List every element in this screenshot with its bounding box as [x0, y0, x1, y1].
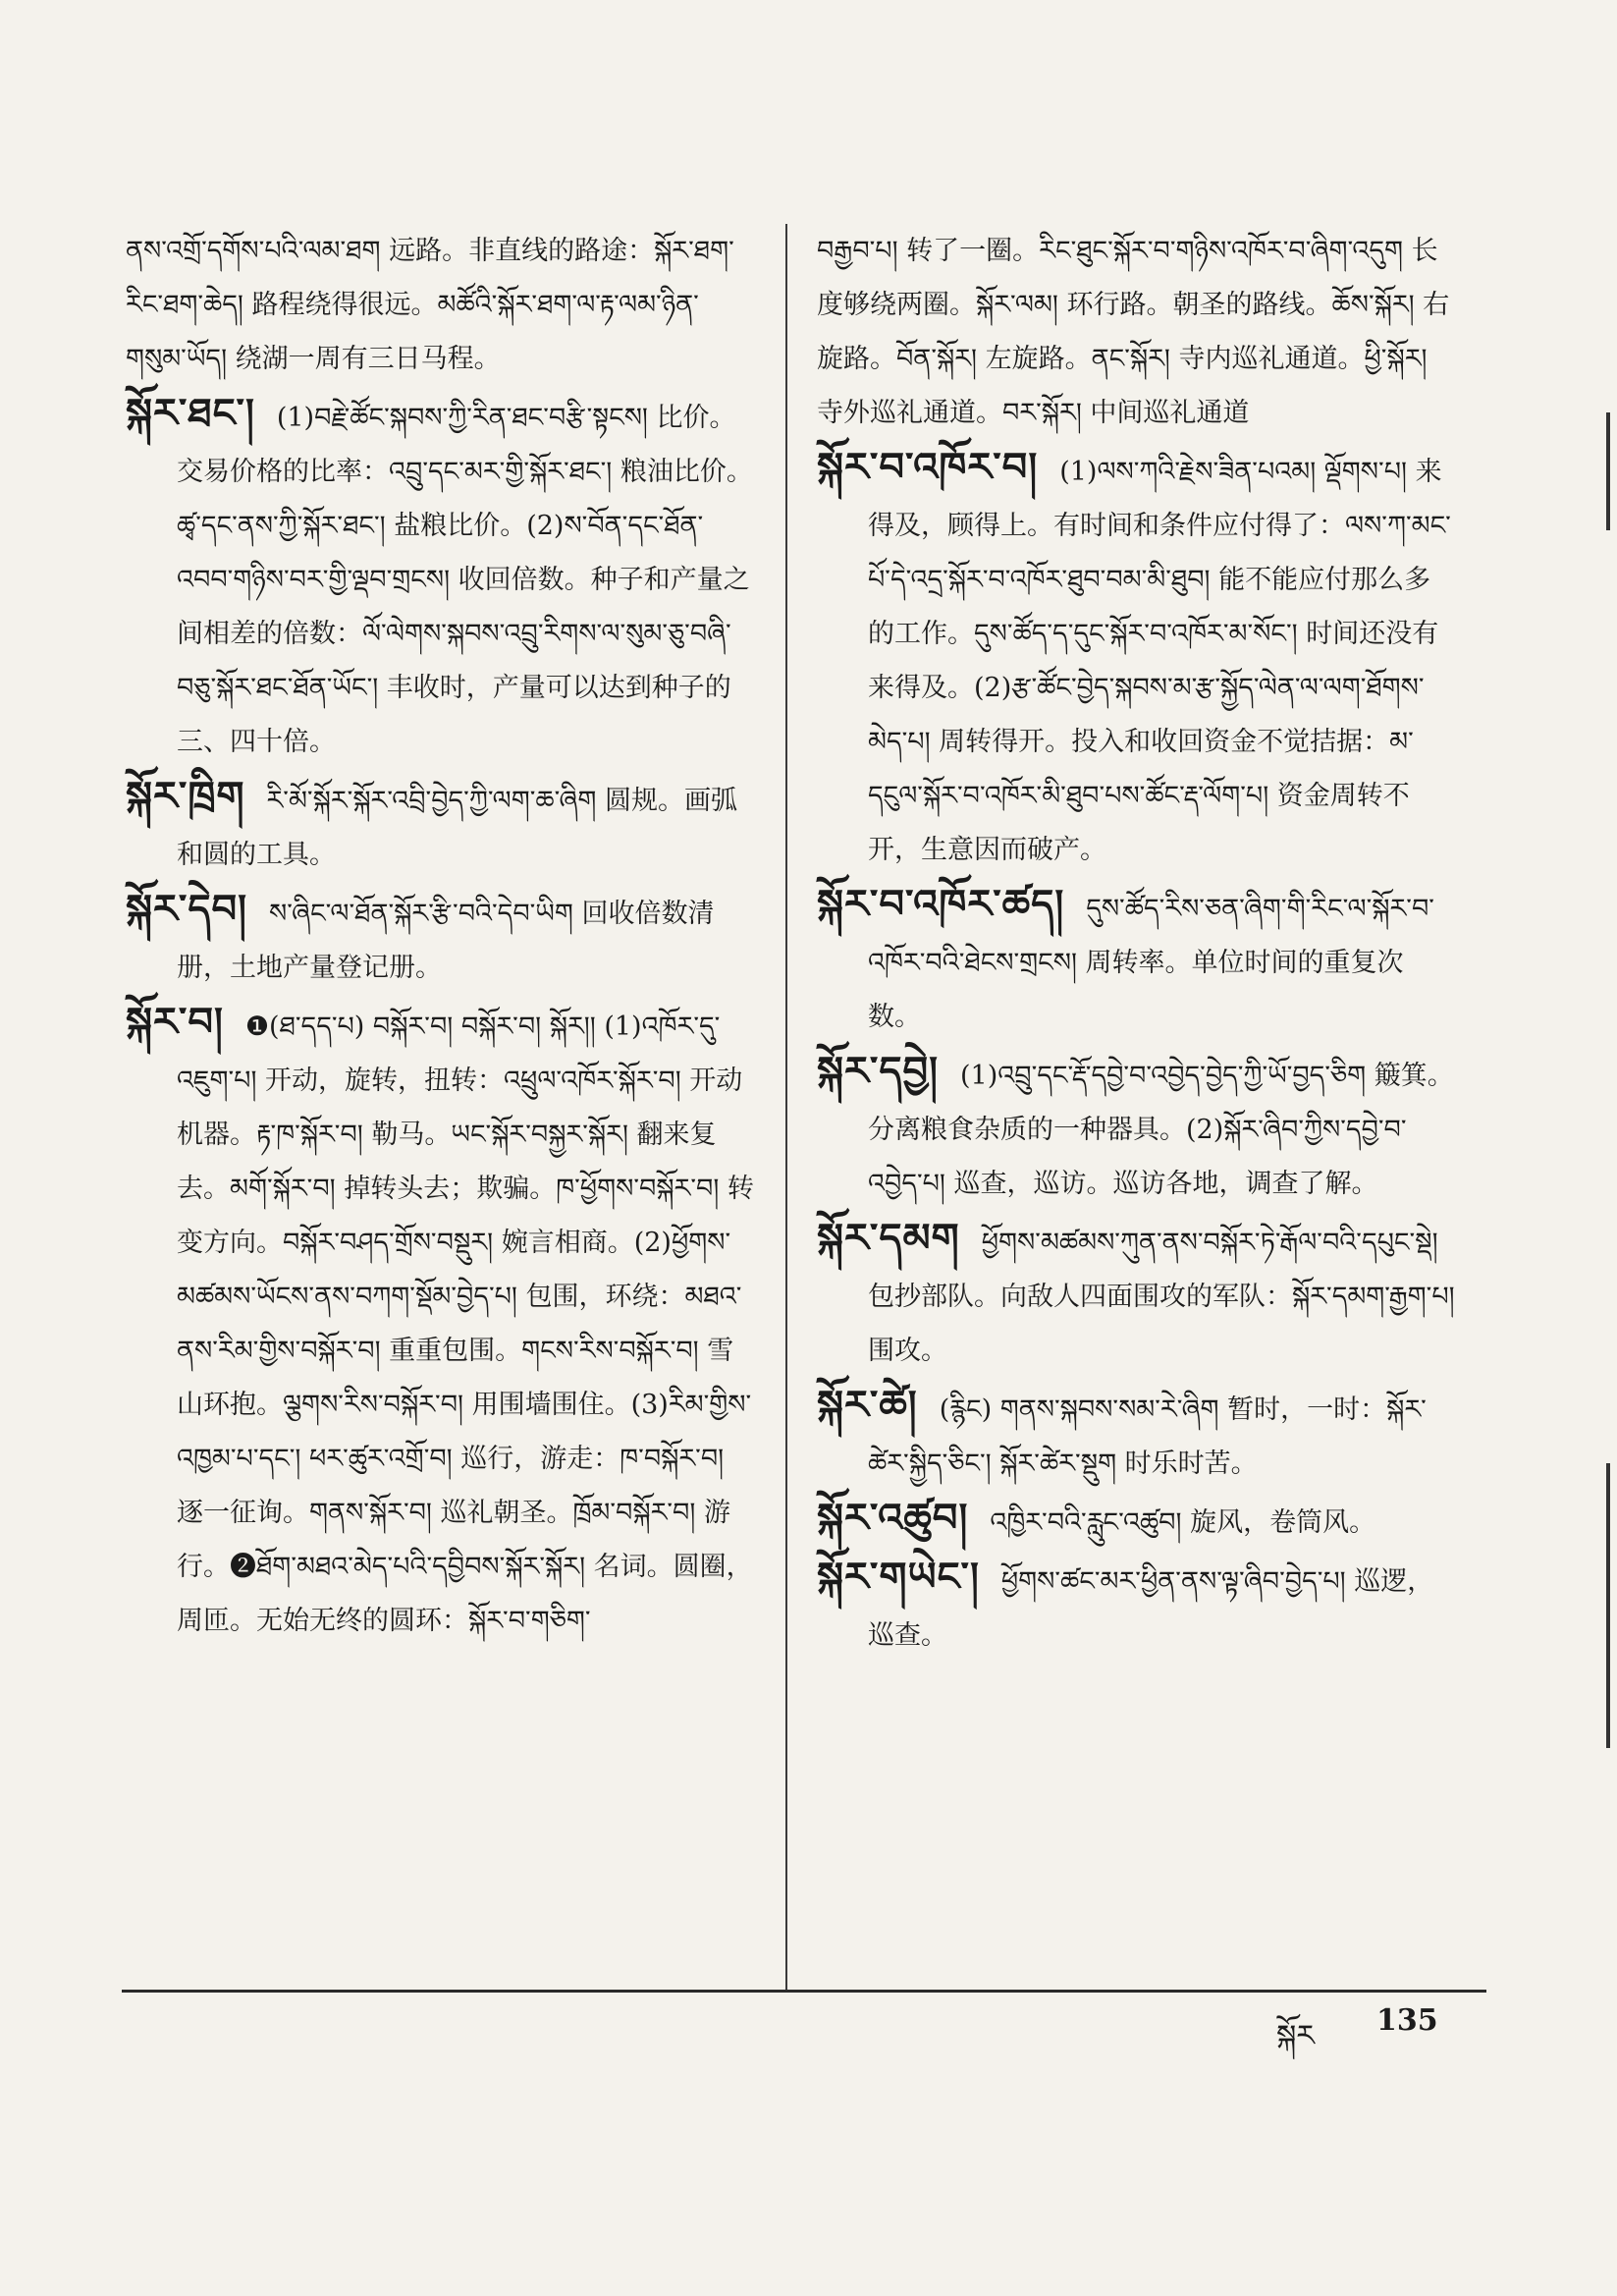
entry-headword: སྐོར་གཡེང་། — [817, 1554, 980, 1600]
margin-scan-mark — [1606, 412, 1610, 530]
entry-body: འཁྱིར་བའི་རླུང་འཚུབ། 旋风，卷筒风。 — [990, 1507, 1376, 1538]
dictionary-entry — [817, 1044, 1455, 1211]
entry-headword: སྐོར་དེབ། — [126, 886, 247, 932]
dictionary-entry — [817, 1211, 1455, 1378]
dictionary-entry — [817, 1550, 1455, 1663]
entry-headword: སྐོར་དམག — [817, 1215, 960, 1261]
dictionary-entry — [126, 769, 756, 882]
entry-body: ས་ཞིང་ལ་ཐོན་སྐོར་རྩི་བའི་དེབ་ཡིག 回收倍数清册，土地产量登记册。 — [177, 899, 715, 983]
entry-headword: སྐོར་བ་འཁོར་ཚད། — [817, 881, 1065, 927]
entry-headword: སྐོར་བ་འཁོར་བ། — [817, 444, 1039, 490]
dictionary-entry — [817, 877, 1455, 1044]
dictionary-entry — [817, 1378, 1455, 1491]
left-column — [126, 224, 756, 1648]
dictionary-entry — [126, 882, 756, 995]
dictionary-entry — [817, 440, 1455, 877]
dictionary-entry — [126, 224, 756, 386]
entry-body: (1)བརྗེ་ཚོང་སྐབས་ཀྱི་རིན་ཐང་བརྩི་སྟངས། 比价。交易价格的比率：འབྲུ་དང་མར་གྱི་སྐོར་ཐང་། 粮油比价。ཚྭ་དང་ནས་ཀྱི་སྐོར་ཐང་། 盐粮比价。(2)ས་བོན་དང་ཐོན་འབབ་གཉིས་བར་གྱི་ལྡབ་གྲངས། 收回倍数。种子和产量之间相差的倍数：ལོ་ལེགས་སྐབས་འབྲུ་རིགས་ལ་སུམ་ཅུ་བཞི་བཅུ་སྐོར་ཐང་ཐོན་ཡོང་། 丰收时，产量可以达到种子的三、四十倍。 — [177, 403, 753, 757]
dictionary-entry — [817, 1491, 1455, 1550]
entry-headword: སྐོར་ཚེ། — [817, 1382, 918, 1428]
entry-body: ❶(ཐ་དད་པ) བསྐོར་བ། བསྐོར་བ། སྐོར།། (1)འཁོར་དུ་འཇུག་པ། 开动，旋转，扭转：འཕྲུལ་འཁོར་སྐོར་བ། 开动机器。རྟ་ཁ་སྐོར་བ། 勒马。ཡང་སྐོར་བསྐྱར་སྐོར། 翻来复去。མགོ་སྐོར་བ། 掉转头去；欺骗。ཁ་ཕྱོགས་བསྐོར་བ། 转变方向。བསྐོར་བཤད་གྲོས་བསྡུར། 婉言相商。(2)ཕྱོགས་མཚམས་ཡོངས་ནས་བཀག་སྡོམ་བྱེད་པ། 包围，环绕：མཐའ་ནས་རིམ་གྱིས་བསྐོར་བ། 重重包围。གངས་རིས་བསྐོར་བ། 雪山环抱。ལྕགས་རིས་བསྐོར་བ། 用围墙围住。(3)རིམ་གྱིས་འཁྱམ་པ་དང་། ཕར་ཚུར་འགྲོ་བ། 巡行，游走：ཁ་བསྐོར་བ། 逐一征询。གནས་སྐོར་བ། 巡礼朝圣。ཁྲོམ་བསྐོར་བ། 游行。❷ཐོག་མཐའ་མེད་པའི་དབྱིབས་སྐོར་སྐོར། 名词。圆圈，周匝。无始无终的圆环：སྐོར་བ་གཅིག་ — [177, 1011, 754, 1636]
entry-headword: སྐོར་བ། — [126, 999, 224, 1045]
entry-headword: སྐོར་དབྱེ། — [817, 1048, 939, 1094]
right-column — [817, 224, 1455, 1663]
entry-body: ནས་འགྲོ་དགོས་པའི་ལམ་ཐག 远路。非直线的路途：སྐོར་ཐག་རིང་ཐག་ཆེད། 路程绕得很远。མཚོའི་སྐོར་ཐག་ལ་རྟ་ལམ་ཉིན་གསུམ་ཡོད། 绕湖一周有三日马程。 — [126, 236, 734, 374]
dictionary-entry — [126, 995, 756, 1648]
entry-body: དུས་ཚོད་རིས་ཅན་ཞིག་གི་རིང་ལ་སྐོར་བ་འཁོར་བའི་ཐེངས་གྲངས། 周转率。单位时间的重复次数。 — [868, 894, 1434, 1032]
entry-body: (1)ལས་ཀའི་རྗེས་ཟིན་པའམ། ལྡོགས་པ། 来得及，顾得上。有时间和条件应付得了：ལས་ཀ་མང་པོ་དེ་འདྲ་སྐོར་བ་འཁོར་ཐུབ་བམ་མི་ཐུབ། 能不能应付那么多的工作。དུས་ཚོད་ད་དུང་སྐོར་བ་འཁོར་མ་སོང་། 时间还没有来得及。(2)རྩ་ཚོང་བྱེད་སྐབས་མ་རྩ་སྐྱོད་ལེན་ལ་ལག་ཐོགས་མེད་པ། 周转得开。投入和收回资金不觉拮据：མ་དངུལ་སྐོར་བ་འཁོར་མི་ཐུབ་པས་ཚོང་རྡ་ལོག་པ། 资金周转不开，生意因而破产。 — [868, 457, 1451, 865]
dictionary-entry — [817, 224, 1455, 440]
entry-body: ཕྱོགས་མཚམས་ཀུན་ནས་བསྐོར་ཏེ་རྒོལ་བའི་དཔུང་སྡེ། 包抄部队。向敌人四面围攻的军队：སྐོར་དམག་རྒྱག་པ། 围攻。 — [868, 1228, 1455, 1366]
entry-headword: སྐོར་ཐང་། — [126, 390, 255, 436]
entry-body: ཕྱོགས་ཚང་མར་ཕྱིན་ནས་ལྟ་ཞིབ་བྱེད་པ། 巡逻，巡查。 — [868, 1566, 1434, 1651]
entry-headword: སྐོར་ཁྲིག — [126, 773, 245, 819]
entry-body: (1)འབྲུ་དང་རྡོ་དབྱེ་བ་འབྱེད་བྱེད་ཀྱི་ཡོ་བྱད་ཅིག 簸箕。分离粮食杂质的一种器具。(2)སྐོར་ཞིབ་ཀྱིས་དབྱེ་བ་འབྱེད་པ། 巡查，巡访。巡访各地，调查了解。 — [868, 1061, 1454, 1199]
footer-rule — [122, 1990, 1486, 1993]
running-footer-word: སྐོར — [1276, 2019, 1315, 2053]
page-number: 135 — [1376, 2003, 1438, 2038]
entry-headword: སྐོར་འཚུབ། — [817, 1495, 969, 1541]
entry-body: རི་མོ་སྐོར་སྐོར་འབྲི་བྱེད་ཀྱི་ལག་ཆ་ཞིག 圆规。画弧和圆的工具。 — [177, 786, 737, 870]
entry-body: བརྒྱབ་པ། 转了一圈。རིང་ཐུང་སྐོར་བ་གཉིས་འཁོར་བ་ཞིག་འདུག 长度够绕两圈。སྐོར་ལམ། 环行路。朝圣的路线。ཆོས་སྐོར། 右旋路。བོན་སྐོར། 左旋路。ནང་སྐོར། 寺内巡礼通道。ཕྱི་སྐོར། 寺外巡礼通道。བར་སྐོར། 中间巡礼通道 — [817, 236, 1450, 428]
column-divider — [785, 224, 787, 1992]
margin-scan-mark — [1606, 1463, 1610, 1748]
dictionary-entry — [126, 386, 756, 769]
entry-body: (རྙིང) གནས་སྐབས་སམ་རེ་ཞིག 暂时，一时：སྐོར་ཚེར་སྐྱིད་ཅིང་། སྐོར་ཚེར་སྡུག 时乐时苦。 — [868, 1394, 1427, 1479]
